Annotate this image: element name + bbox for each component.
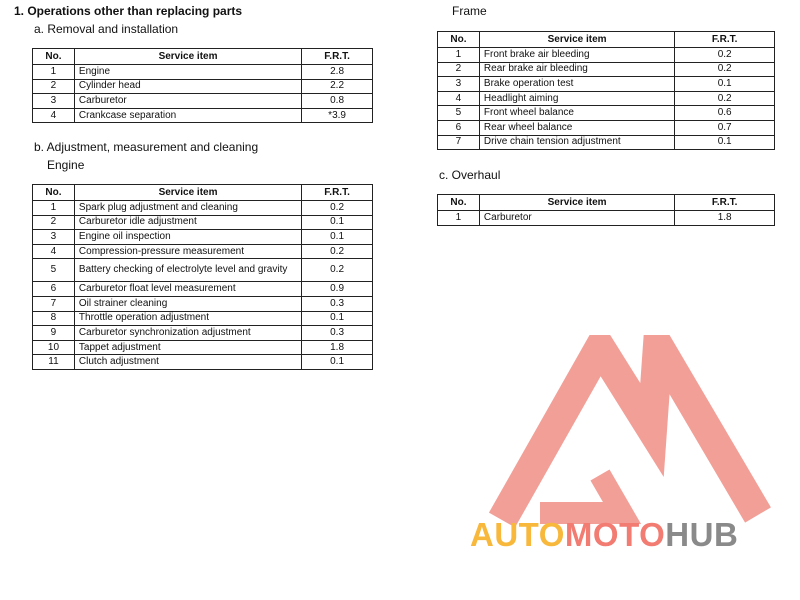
- service-item: Cylinder head: [74, 79, 301, 94]
- table-row: [438, 135, 775, 150]
- table-row: [33, 296, 373, 311]
- frt-value: 2.2: [302, 79, 373, 94]
- table-row: [33, 282, 373, 297]
- service-item: Drive chain tension adjustment: [479, 135, 674, 150]
- service-item: Tappet adjustment: [74, 340, 301, 355]
- service-item: Throttle operation adjustment: [74, 311, 301, 326]
- frame-table-body: [438, 48, 775, 150]
- table-header-row: [33, 185, 373, 201]
- table-row: [33, 311, 373, 326]
- row-number: 1: [33, 201, 75, 216]
- row-number: 11: [33, 355, 75, 370]
- removal-table-body: [33, 65, 373, 123]
- col-item-header: Service item: [74, 49, 301, 65]
- service-item: Engine: [74, 65, 301, 80]
- row-number: 10: [33, 340, 75, 355]
- service-item: Carburetor: [479, 211, 674, 226]
- service-item: Spark plug adjustment and cleaning: [74, 201, 301, 216]
- removal-table: [32, 48, 373, 123]
- frame-table: [437, 31, 775, 150]
- table-row: [33, 230, 373, 245]
- row-number: 9: [33, 326, 75, 341]
- table-header-row: [33, 49, 373, 65]
- row-number: 3: [33, 230, 75, 245]
- adjustment-subtitle: Engine: [47, 158, 85, 172]
- frt-value: 2.8: [302, 65, 373, 80]
- row-number: 2: [33, 79, 75, 94]
- service-item: Headlight aiming: [479, 91, 674, 106]
- frt-value: 0.2: [302, 244, 373, 259]
- service-item: Engine oil inspection: [74, 230, 301, 245]
- service-item: Carburetor idle adjustment: [74, 215, 301, 230]
- table-row: [33, 201, 373, 216]
- row-number: 3: [33, 94, 75, 109]
- service-item: Rear wheel balance: [479, 120, 674, 135]
- table-row: [438, 77, 775, 92]
- watermark-part-moto: MOTO: [564, 516, 666, 553]
- col-item-header: Service item: [479, 195, 674, 211]
- table-row: [33, 65, 373, 80]
- table-row: [33, 326, 373, 341]
- row-number: 8: [33, 311, 75, 326]
- frt-value: 0.9: [302, 282, 373, 297]
- table-row: [33, 244, 373, 259]
- col-item-header: Service item: [479, 32, 674, 48]
- frt-value: 0.3: [302, 296, 373, 311]
- frt-value: 0.1: [302, 355, 373, 370]
- frt-value: 0.2: [675, 91, 775, 106]
- service-item: Compression-pressure measurement: [74, 244, 301, 259]
- frt-value: 0.1: [302, 230, 373, 245]
- overhaul-table: [437, 194, 775, 226]
- service-item: Battery checking of electrolyte level and gravity: [74, 259, 301, 282]
- frt-value: 1.8: [302, 340, 373, 355]
- col-no-header: No.: [33, 49, 75, 65]
- frt-value: 0.2: [302, 259, 373, 282]
- frt-value: *3.9: [302, 108, 373, 123]
- watermark-part-hub: HUB: [665, 516, 739, 553]
- service-item: Front wheel balance: [479, 106, 674, 121]
- row-number: 2: [33, 215, 75, 230]
- service-item: Clutch adjustment: [74, 355, 301, 370]
- frame-title: Frame: [452, 4, 487, 18]
- frt-value: 0.1: [675, 77, 775, 92]
- table-row: [33, 94, 373, 109]
- frt-value: 0.2: [302, 201, 373, 216]
- table-row: [33, 340, 373, 355]
- frt-value: 0.3: [302, 326, 373, 341]
- frt-value: 1.8: [675, 211, 775, 226]
- service-item: Carburetor synchronization adjustment: [74, 326, 301, 341]
- service-item: Rear brake air bleeding: [479, 62, 674, 77]
- row-number: 1: [438, 48, 480, 63]
- overhaul-title: c. Overhaul: [439, 168, 501, 182]
- table-row: [438, 120, 775, 135]
- col-frt-header: F.R.T.: [302, 185, 373, 201]
- frt-value: 0.8: [302, 94, 373, 109]
- table-row: [33, 215, 373, 230]
- service-item: Carburetor float level measurement: [74, 282, 301, 297]
- col-no-header: No.: [438, 195, 480, 211]
- col-no-header: No.: [33, 185, 75, 201]
- row-number: 4: [33, 244, 75, 259]
- frt-value: 0.1: [302, 311, 373, 326]
- table-row: [438, 106, 775, 121]
- table-row: [33, 355, 373, 370]
- frt-value: 0.2: [675, 48, 775, 63]
- row-number: 1: [438, 211, 480, 226]
- adjustment-table: [32, 184, 373, 370]
- row-number: 7: [33, 296, 75, 311]
- table-row: [33, 259, 373, 282]
- col-frt-header: F.R.T.: [302, 49, 373, 65]
- row-number: 5: [33, 259, 75, 282]
- row-number: 6: [438, 120, 480, 135]
- row-number: 5: [438, 106, 480, 121]
- row-number: 6: [33, 282, 75, 297]
- service-item: Front brake air bleeding: [479, 48, 674, 63]
- table-row: [33, 79, 373, 94]
- row-number: 7: [438, 135, 480, 150]
- table-row: [33, 108, 373, 123]
- section-heading: 1. Operations other than replacing parts: [14, 4, 243, 18]
- table-row: [438, 211, 775, 226]
- frt-value: 0.7: [675, 120, 775, 135]
- row-number: 1: [33, 65, 75, 80]
- overhaul-table-body: [438, 211, 775, 226]
- adjustment-table-body: [33, 201, 373, 370]
- table-row: [438, 91, 775, 106]
- col-item-header: Service item: [74, 185, 301, 201]
- row-number: 2: [438, 62, 480, 77]
- removal-title: a. Removal and installation: [34, 22, 179, 36]
- adjustment-title: b. Adjustment, measurement and cleaning: [34, 140, 259, 154]
- col-no-header: No.: [438, 32, 480, 48]
- row-number: 3: [438, 77, 480, 92]
- row-number: 4: [33, 108, 75, 123]
- service-item: Carburetor: [74, 94, 301, 109]
- col-frt-header: F.R.T.: [675, 195, 775, 211]
- frt-value: 0.6: [675, 106, 775, 121]
- watermark-part-auto: AUTO: [470, 516, 565, 553]
- service-item: Crankcase separation: [74, 108, 301, 123]
- table-row: [438, 62, 775, 77]
- service-item: Brake operation test: [479, 77, 674, 92]
- frt-value: 0.1: [675, 135, 775, 150]
- table-header-row: [438, 195, 775, 211]
- frt-value: 0.1: [302, 215, 373, 230]
- table-row: [438, 48, 775, 63]
- watermark-text: [470, 516, 738, 554]
- frt-value: 0.2: [675, 62, 775, 77]
- table-header-row: [438, 32, 775, 48]
- row-number: 4: [438, 91, 480, 106]
- service-item: Oil strainer cleaning: [74, 296, 301, 311]
- col-frt-header: F.R.T.: [675, 32, 775, 48]
